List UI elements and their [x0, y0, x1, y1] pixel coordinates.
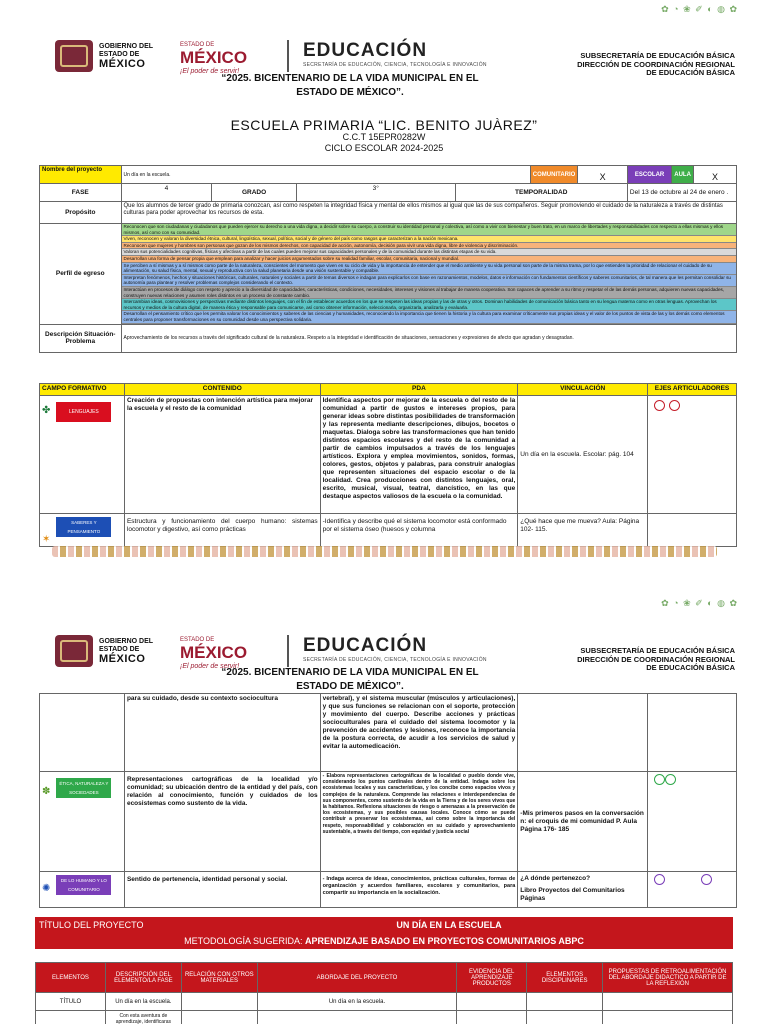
pda-humano: - Indaga acerca de ideas, conocimientos, prácticas culturales, formas de organización y acuerdos familiares, escolares y comunitarios, para compartir su importancia en la socialización.: [320, 872, 518, 908]
titulo-proyecto-value: UN DÍA EN LA ESCUELA: [165, 917, 733, 933]
humano-icon: ✺: [42, 883, 51, 894]
project-title-table: [35, 917, 733, 949]
aula-mark: X: [693, 166, 736, 184]
eje-circle-icon: [654, 774, 665, 785]
temporalidad-value: Del 13 de octubre al 24 de enero .: [627, 184, 736, 202]
contenidos-continuation-table: [39, 693, 737, 908]
contenidos-table: [39, 383, 737, 547]
nombre-proyecto-value: Un día en la escuela.: [121, 166, 530, 184]
perfil-item: Viven, reconocen y valoran la diversidad étnica, cultural, lingüística, sexual, política, social y de género del país como rasgos que caracterizan a la nación mexicana.: [122, 236, 736, 243]
educacion-title: EDUCACIÓN: [303, 40, 428, 61]
header-vinculacion: VINCULACIÓN: [518, 384, 648, 396]
educacion-title: EDUCACIÓN: [303, 635, 428, 656]
plan-header-abordaje: ABORDAJE DEL PROYECTO: [257, 963, 457, 993]
edomex-logo: ESTADO DE MÉXICO ¡El poder de servir!: [180, 637, 248, 670]
header-contenido: CONTENIDO: [124, 384, 320, 396]
plan-cell: Un día en la escuela.: [257, 993, 457, 1011]
metodologia-prefix: METODOLOGÍA SUGERIDA:: [184, 936, 303, 946]
contenido-humano: Sentido de pertenencia, identidad personal y social.: [124, 872, 320, 908]
gobierno-logo: [55, 40, 153, 72]
gobierno-line1: GOBIERNO DEL: [99, 42, 154, 50]
ejes-etica: [648, 772, 737, 872]
header-divider: [287, 635, 289, 667]
contenido-etica: Representaciones cartográficas de la localidad y/o comunidad; su ubicación dentro de la entidad y del país, con relación al conocimiento, función y cuidados de los ecosistemas como sustento de la vida.: [124, 772, 320, 872]
perfil-item: Reconocen que mujeres y hombres son personas que gozan de los mismos derechos, con capacidad de acción, autonomía, decisión para vivir una vida digna, libre de violencia y discriminación.: [122, 243, 736, 250]
ejes-lenguajes: [648, 396, 737, 514]
plan-header-propuestas: PROPUESTAS DE RETROALIMENTACIÓN DEL ABORDAJE DIDACTICO A PARTIR DE LA REFLEXIÓN: [603, 963, 733, 993]
temporalidad-label: TEMPORALIDAD: [455, 184, 627, 202]
perfil-item: Desarrollan una forma de pensar propia que emplean para analizar y hacer juicios argumentados sobre su realidad familiar, escolar, comunitaria, nacional y mundial.: [122, 256, 736, 263]
plan-cell: [457, 993, 527, 1011]
bicentenario-heading: “2025. BICENTENARIO DE LA VIDA MUNICIPAL EN EL ESTADO DE MÉXICO”.: [221, 667, 479, 692]
contenido-saberes: Estructura y funcionamiento del cuerpo humano: sistemas locomotor y digestivo, así como prácticas: [124, 514, 320, 547]
vinculacion-saberes: ¿Qué hace que me mueva? Aula: Página 102- 115.: [518, 514, 648, 547]
perfil-item: Valoran sus potencialidades cognitivas, físicas y afectivas a partir de las cuales pueden mejorar sus capacidades personales y de la comunidad durante las distintas etapas de su vida.: [122, 249, 736, 256]
school-name: ESCUELA PRIMARIA “LIC. BENITO JUÀREZ”: [230, 117, 538, 133]
vinculacion-lenguajes: Un día en la escuela. Escolar: pág. 104: [518, 396, 648, 514]
situacion-problema-value: Aprovechamiento de los recursos a través del significado cultural de la naturaleza. Respeto a la integridad e identificación de situaciones, sensaciones y expresiones de afecto que agradan y desagradan.: [121, 324, 736, 352]
gobierno-logo: GOBIERNO DEL ESTADO DE MÉXICO: [55, 635, 153, 667]
subsecretaria-block: SUBSECRETARÍA DE EDUCACIÓN BÁSICA DIRECCIÓN DE COORDINACIÓN REGIONAL DE EDUCACIÓN BÁSICA: [577, 51, 735, 77]
lenguajes-badge: LENGUAJES: [56, 402, 111, 422]
school-cct: C.C.T 15EPR0282W: [342, 132, 426, 142]
plan-cell: Con esta aventura de aprendizaje, identificaras: [105, 1011, 181, 1024]
etica-badge: ÉTICA, NATURALEZA Y SOCIEDADES: [56, 778, 111, 798]
proposito-label: Propósito: [40, 202, 122, 224]
titulo-proyecto-label: TÍTULO DEL PROYECTO: [35, 917, 165, 933]
eje-circle-icon: [669, 400, 680, 411]
plan-header-evidencia: EVIDENCIA DEL APRENDIZAJE PRODUCTOS: [457, 963, 527, 993]
saberes-badge: SABERES Y PENSAMIENTO CIENTÍFICO: [56, 517, 111, 537]
saberes-icon: ✶: [42, 534, 51, 545]
header-divider: [287, 40, 289, 72]
perfil-item: Reconocen que son ciudadanas y ciudadanos que pueden ejercer su derecho a una vida digna, a decidir sobre su cuerpo, a construir su identidad personal y colectiva, así como a vivir con bienestar y buen trato, en un marco de libertades y responsabilidades con respecto a ellas mismas y ellos mismos, así como con su comunidad.: [122, 224, 736, 236]
contenido-saberes-cont: para su cuidado, desde su contexto sociocultura: [124, 694, 320, 772]
decorative-icons: ✿ ◔ ❀ ✐ ◐ ◍ ✿: [661, 598, 738, 608]
perfil-item: Se perciben a sí mismas y a sí mismos como parte de la naturaleza, conscientes del momento que viven en su ciclo de vida y la importancia de entender que el medio ambiente y su vida personal son parte de la misma trama, por lo que entienden la prioridad de relacionar el cuidado de su alimentación, su salud física, mental, sexual y reproductiva con la salud planetaria desde una visión sustentable y compatible.: [122, 263, 736, 275]
planeacion-table: [35, 962, 733, 1024]
perfil-item: Intercambian ideas, cosmovisiones y perspectivas mediante distintos lenguajes, con el fin de establecer acuerdos en los que se respeten las ideas propias y las de otras y otros. Dominan habilidades de comunicación básica tanto en su lengua materna como en otras lenguas. Aprovechan los recursos y medios de la cultura digital, de manera ética y responsable para comunicarse, así como obtener información, seleccionarla, organizarla, analizarla y evaluarla.: [122, 299, 736, 311]
page-two: [0, 590, 768, 1024]
state-seal-icon: [55, 40, 93, 72]
perfil-item: Desarrollan el pensamiento crítico que les permita valorar los conocimientos y saberes de las ciencias y humanidades, reconociendo la importancia que tienen la historia y la cultura para examinar críticamente sus propias ideas y el valor de los puntos de vista de las y los demás como elementos centrales para proponer transformaciones en su comunidad desde una perspectiva solidaria.: [122, 311, 736, 323]
ejes-humano: [648, 872, 737, 908]
school-ciclo: CICLO ESCOLAR 2024-2025: [324, 143, 444, 153]
plan-header-disciplinares: ELEMENTOS DISCIPLINARES: [527, 963, 603, 993]
plan-header-elementos: ELEMENTOS: [36, 963, 106, 993]
escolar-label: ESCOLAR: [627, 166, 671, 184]
pda-saberes: -Identifica y describe qué el sistema locomotor está conformado por el sistema óseo (huesos y columna: [320, 514, 518, 547]
grado-value: 3°: [296, 184, 455, 202]
eje-circle-icon: [654, 874, 665, 885]
project-info-table: [39, 165, 737, 353]
nombre-proyecto-label: Nombre del proyecto: [40, 166, 122, 184]
gobierno-line3: MÉXICO: [99, 57, 146, 70]
plan-header-descripcion: DESCRIPCIÓN DEL ELEMENTO/LA FASE: [105, 963, 181, 993]
contenido-lenguajes: Creación de propuestas con intención artística para mejorar la escuela y el resto de la comunidad: [124, 396, 320, 514]
pda-etica: - Elabora representaciones cartográficas de la localidad o pueblo donde vive, considerando los puntos cardinales dentro de la entidad. Indaga sobre los ecosistemas locales y sus características, y los concibe como espacios vivos y complejos de la naturaleza. Comprende las relaciones e interdependencias de sus componentes, como sustento de la vida en la Tierra y de los seres vivos que la habitamos. Reflexiona situaciones de riesgo o amenazas a la preservación de los ecosistemas, y sus posibles causas locales. Conoce cómo se puede contribuir a preservar los ecosistemas, así como sobre la importancia del respeto, responsabilidad y colaboración en su cuidado y aprovechamiento sustentable, a través del tiempo, con equidad y justicia social: [320, 772, 518, 872]
edomex-small: ESTADO DE: [180, 42, 215, 48]
metodologia-row: [35, 933, 733, 949]
plan-cell: Un día en la escuela.: [105, 993, 181, 1011]
proposito-value: Que los alumnos de tercer grado de primaria conozcan, así como respeten la integridad física y mental de ellos mismos al igual que las de sus compañeros. Seguir promoviendo el cuidado de la naturaleza a través de distintas culturas para poder aprovechar los recursos de esta.: [121, 202, 736, 224]
header-campo-formativo: CAMPO FORMATIVO: [40, 384, 125, 396]
situacion-problema-label: Descripción Situación- Problema: [40, 324, 122, 352]
decorative-border: [52, 546, 717, 557]
edomex-logo: [180, 42, 247, 75]
perfil-item: Interactúan en procesos de diálogo con respeto y aprecio a la diversidad de capacidades, características, condiciones, necesidades, intereses y visiones al trabajar de manera cooperativa. Son capaces de aprender a su ritmo y respetar el de las demás personas, adquieren nuevas capacidades, construyen nuevas relaciones y asumen roles distintos en un proceso de constante cambio.: [122, 287, 736, 299]
eje-circle-icon: [665, 774, 676, 785]
fase-label: FASE: [40, 184, 122, 202]
plan-cell: [603, 993, 733, 1011]
decorative-icons: ✿ ◔ ❀ ✐ ◐ ◍ ✿: [661, 4, 738, 14]
plan-cell: [527, 993, 603, 1011]
vinculacion-etica: -Mis primeros pasos en la conversación n: el croquis de mi comunidad P. Aula Página 176- 185: [518, 772, 648, 872]
gobierno-line2: ESTADO DE: [99, 50, 140, 58]
campo-saberes: [40, 514, 125, 547]
edomex-slogan: ¡El poder de servir!: [180, 68, 240, 75]
eje-circle-icon: [654, 400, 665, 411]
perfil-egreso-label: Perfil de egreso: [40, 224, 122, 325]
educacion-subtitle: SECRETARÍA DE EDUCACIÓN, CIENCIA, TECNOLOGÍA E INNOVACIÓN: [303, 62, 487, 68]
perfil-item: Interpretan fenómenos, hechos y situaciones históricas, culturales, naturales y sociales a partir de temas diversos e indagan para explicarlos con base en razonamientos, modelos, datos e información con fundamentos científicos y saberes comunitarios, de tal manera que les permitan consolidar su autonomía para plantear y resolver problemas complejos considerando el contexto.: [122, 275, 736, 287]
aula-label: AULA: [672, 166, 694, 184]
etica-icon: ✽: [42, 786, 51, 797]
state-seal-icon: [55, 635, 93, 667]
comunitario-label: COMUNITARIO: [530, 166, 578, 184]
header-pda: PDA: [320, 384, 518, 396]
plan-cell: TÍTULO: [36, 993, 106, 1011]
humano-badge: DE LO HUMANO Y LO COMUNITARIO: [56, 875, 111, 895]
header-ejes-articuladores: EJES ARTICULADORES: [648, 384, 737, 396]
bicentenario-heading: “2025. BICENTENARIO DE LA VIDA MUNICIPAL EN EL ESTADO DE MÉXICO”.: [221, 73, 479, 98]
comunitario-mark: X: [578, 166, 628, 184]
grado-label: GRADO: [212, 184, 297, 202]
subsecretaria-block: SUBSECRETARÍA DE EDUCACIÓN BÁSICA DIRECCIÓN DE COORDINACIÓN REGIONAL DE EDUCACIÓN BÁSICA: [577, 646, 735, 672]
pda-saberes-cont: vertebral), y el sistema muscular (músculos y articulaciones), y que sus funciones se relacionan con el soporte, protección y movimiento del cuerpo. Describe acciones y prácticas socioculturales para el cuidado del sistema locomotor y la prevención de accidentes y lesiones, reconoce la importancia de la postura correcta, de acudir a los servicios de salud y evitar la automedicación.: [320, 694, 518, 772]
pda-lenguajes: Identifica aspectos por mejorar de la escuela o del resto de la comunidad a partir de gustos e intereses propios, para generar ideas sobre distintas posibilidades de transformación y las representa mediante descripciones, dibujos, bocetos o maquetas. Dialoga sobre las transformaciones que han tenido distintos espacios escolares y del resto de la comunidad a partir de cambios impulsados a través de los lenguajes artísticos. Explora y emplea movimientos, sonidos, formas, colores, gestos, objetos y palabras, para construir analogías que representen situaciones del espacio escolar o de la localidad. Crea producciones con distintos lenguajes, oral, escrito, musical, visual, teatral, dancístico, en las que destaque aspectos valiosos de la escuela o la comunidad.: [320, 396, 518, 514]
eje-circle-icon: [701, 874, 712, 885]
vinculacion-humano: ¿A dónde pertenezco? Libro Proyectos del Comunitarios Páginas: [518, 872, 648, 908]
metodologia-value: APRENDIZAJE BASADO EN PROYECTOS COMUNITARIOS ABPC: [305, 936, 584, 946]
campo-lenguajes: [40, 396, 125, 514]
perfil-egreso-list: [121, 224, 736, 325]
lenguajes-icon: ✤: [42, 405, 51, 416]
plan-header-relacion: RELACIÓN CON OTROS MATERIALES: [181, 963, 257, 993]
plan-cell: [181, 993, 257, 1011]
campo-etica: [40, 772, 125, 872]
document-header: GOBIERNO DEL ESTADO DE MÉXICO ESTADO DE MÉXICO ¡El poder de servir! EDUCACIÓN SECRETARÍA DE EDUCACIÓN, CIENCIA, TECNOLOGÍA E INNOVACIÓN SUBSECRETARÍA DE EDUCACIÓN BÁSICA DIRECCIÓN DE COORDINACIÓN REGIONAL DE EDUCACIÓN BÁSICA: [55, 635, 745, 675]
campo-humano: [40, 872, 125, 908]
fase-value: 4: [121, 184, 212, 202]
edomex-big: MÉXICO: [180, 48, 248, 67]
